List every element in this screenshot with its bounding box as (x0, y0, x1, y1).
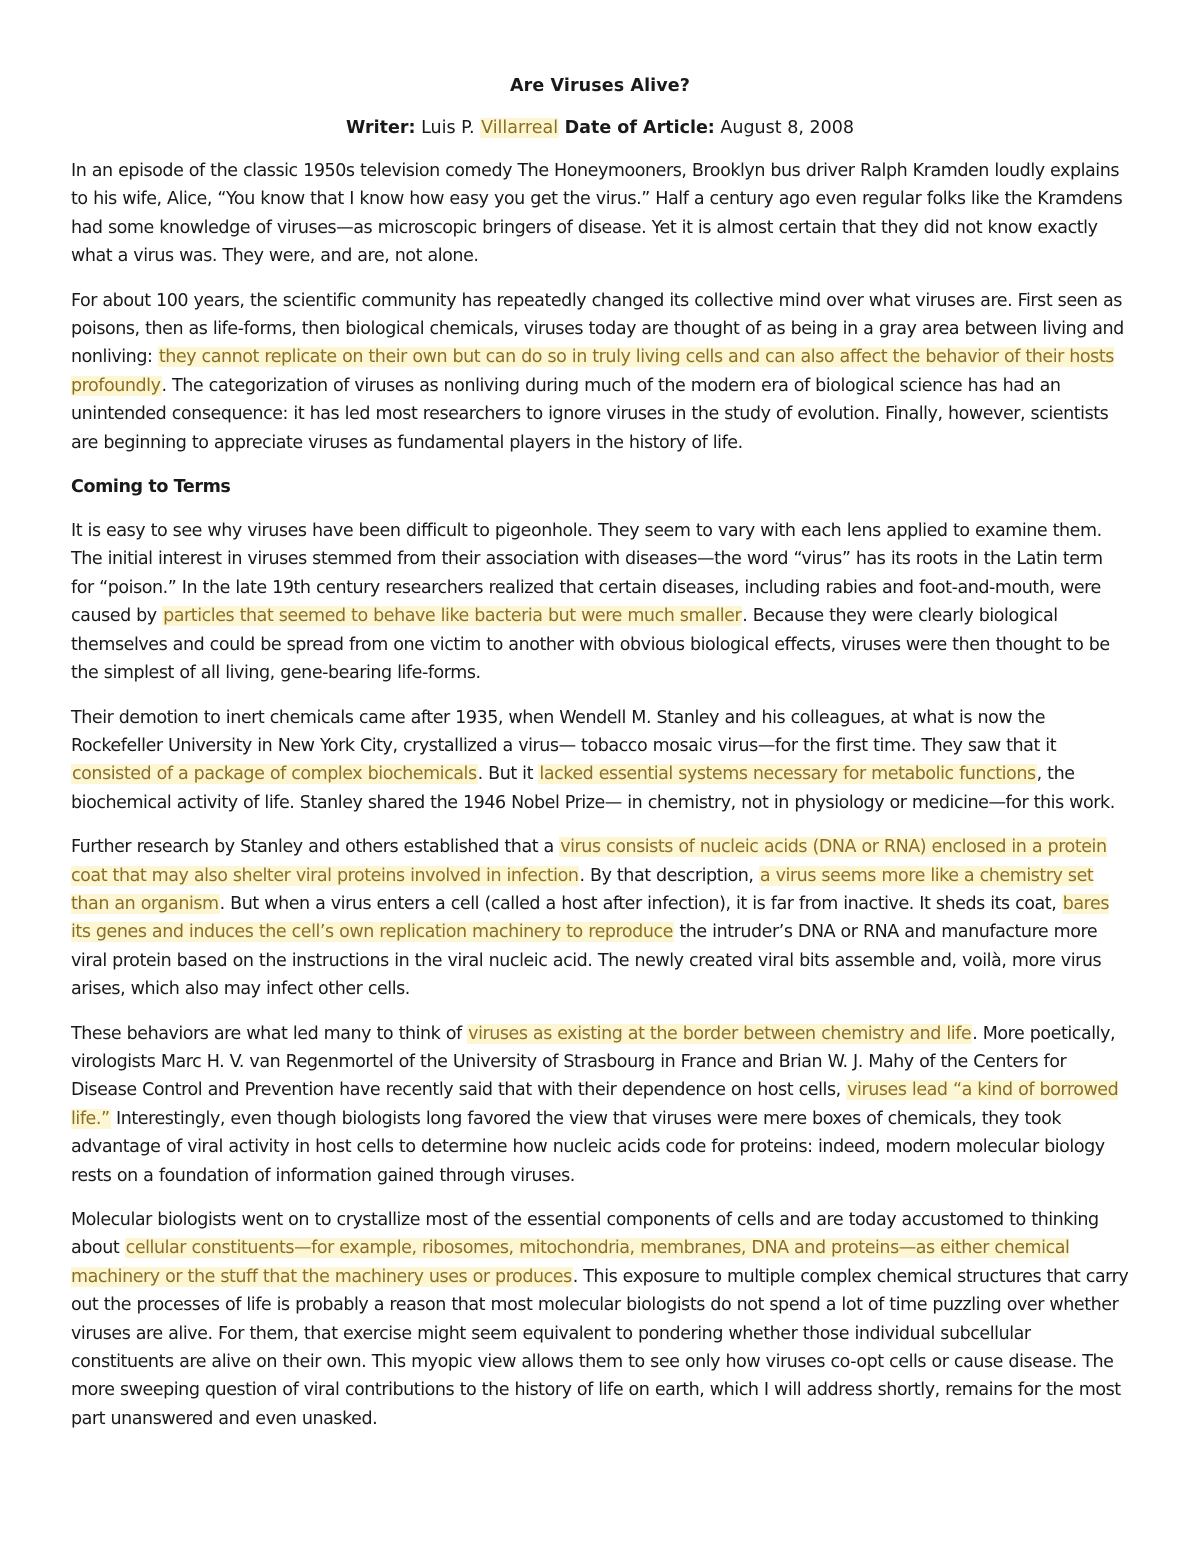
paragraph-text: . More poetically, virologists Marc H. V. van Regenmortel of the University of Strasbourg in France and Brian W. J. Mahy of the Centers for Disease Control and Prevention have recently said that with their dependence on host cells, (71, 1023, 1116, 1101)
writer-last-name-highlight: Villarreal (481, 118, 559, 138)
body-paragraph (71, 833, 1129, 1003)
writer-label: Writer: (345, 118, 416, 138)
paragraph-text: Further research by Stanley and others established that a (71, 837, 560, 858)
paragraph-text: In an episode of the classic 1950s television comedy The Honeymooners, Brooklyn bus driver Ralph Kramden loudly explains to his wife, Alice, “You know that I know how easy you get the virus.” Half a century ago even regular folks like the Kramdens had some knowledge of viruses—as microscopic bringers of disease. Yet it is almost certain that they did not know exactly what a virus was. They were, and are, not alone. (71, 161, 1123, 267)
paragraph-text: . But when a virus enters a cell (called a host after infection), it is far from inactive. It sheds its coat, (219, 893, 1062, 914)
body-paragraph (71, 287, 1129, 457)
highlighted-text: viruses as existing at the border between chemistry and life (468, 1023, 972, 1044)
highlighted-text: bares its genes and induces the cell’s own replication machinery to reproduce (71, 893, 1110, 943)
highlighted-text: cellular constituents—for example, ribosomes, mitochondria, membranes, DNA and proteins—as either chemical machinery or the stuff that the machinery uses or produces (71, 1238, 1070, 1287)
paragraph-text: the intruder’s DNA or RNA and manufacture more viral protein based on the instructions in the viral nucleic acid. The newly created viral bits assemble and, voilà, more virus arises, which also may infect other cells. (71, 922, 1102, 1000)
paragraph-text: These behaviors are what led many to think of (71, 1023, 468, 1044)
paragraph-text: . But it (477, 764, 539, 785)
highlighted-text: lacked essential systems necessary for metabolic functions (539, 764, 1036, 785)
document-page (71, 72, 1129, 1449)
article-byline (71, 114, 1129, 142)
highlighted-text: consisted of a package of complex biochemicals (72, 764, 477, 785)
section-heading: Coming to Terms (71, 477, 231, 498)
highlighted-text: virus consists of nucleic acids (DNA or RNA) enclosed in a protein coat that may also shelter viral proteins involved in infection (71, 837, 1107, 886)
body-paragraph (71, 704, 1129, 818)
paragraph-text: . The categorization of viruses as nonliving during much of the modern era of biological science has had an unintended consequence: it has led most researchers to ignore viruses in the study of evolution. Finally, however, scientists are beginning to appreciate viruses as fundamental players in the history of life. (71, 375, 1109, 453)
highlighted-text: a virus seems more like a chemistry set than an organism (71, 865, 1094, 914)
body-paragraph (71, 517, 1129, 687)
body-paragraph (71, 157, 1129, 271)
paragraph-text: . Because they were clearly biological themselves and could be spread from one victim to another with obvious biological effects, viruses were then thought to be the simplest of all living, gene-bearing life-forms. (71, 606, 1110, 684)
article-body (71, 157, 1129, 1433)
paragraph-text: It is easy to see why viruses have been difficult to pigeonhole. They seem to vary with each lens applied to examine them. The initial interest in viruses stemmed from their association with diseases—the word “virus” has its roots in the Latin term for “poison.” In the late 19th century researchers realized that certain diseases, including rabies and foot-and-mouth, were caused by (71, 521, 1103, 627)
highlighted-text: particles that seemed to behave like bacteria but were much smaller (163, 606, 742, 627)
article-title: Are Viruses Alive? (509, 76, 691, 96)
writer-first-name: Luis P. (421, 118, 475, 138)
paragraph-text: . This exposure to multiple complex chemical structures that carry out the processes of life is probably a reason that most molecular biologists do not spend a lot of time puzzling over whether viruses are alive. For them, that exercise might seem equivalent to pondering whether those individual subcellular constituents are alive on their own. This myopic view allows them to see only how viruses co-opt cells or cause disease. The more sweeping question of viral contributions to the history of life on earth, which I will address shortly, remains for the most part unanswered and even unasked. (71, 1266, 1129, 1429)
highlighted-text: viruses lead “a kind of borrowed life.” (71, 1080, 1119, 1129)
paragraph-text: Molecular biologists went on to crystallize most of the essential components of cells and are today accustomed to thinking about (71, 1210, 1099, 1259)
body-paragraph (71, 1206, 1129, 1433)
paragraph-text: For about 100 years, the scientific community has repeatedly changed its collective mind over what viruses are. First seen as poisons, then as life-forms, then biological chemicals, viruses today are thought of as being in a gray area between living and nonliving: (71, 290, 1124, 368)
date-label: Date of Article: (564, 118, 715, 138)
article-date: August 8, 2008 (720, 118, 854, 138)
body-paragraph (71, 1020, 1129, 1190)
paragraph-text: Interestingly, even though biologists long favored the view that viruses were mere boxes of chemicals, they took advantage of viral activity in host cells to determine how nucleic acids code for proteins: indeed, modern molecular biology rests on a foundation of information gained through viruses. (71, 1108, 1105, 1186)
paragraph-text: Their demotion to inert chemicals came after 1935, when Wendell M. Stanley and his colleagues, at what is now the Rockefeller University in New York City, crystallized a virus— tobacco mosaic virus—for the first time. They saw that it (71, 707, 1057, 756)
paragraph-text: , the biochemical activity of life. Stanley shared the 1946 Nobel Prize— in chemistry, not in physiology or medicine—for this work. (71, 764, 1115, 813)
highlighted-text: they cannot replicate on their own but can do so in truly living cells and can also affect the behavior of their hosts profoundly (71, 347, 1114, 396)
paragraph-text: . By that description, (579, 865, 759, 886)
